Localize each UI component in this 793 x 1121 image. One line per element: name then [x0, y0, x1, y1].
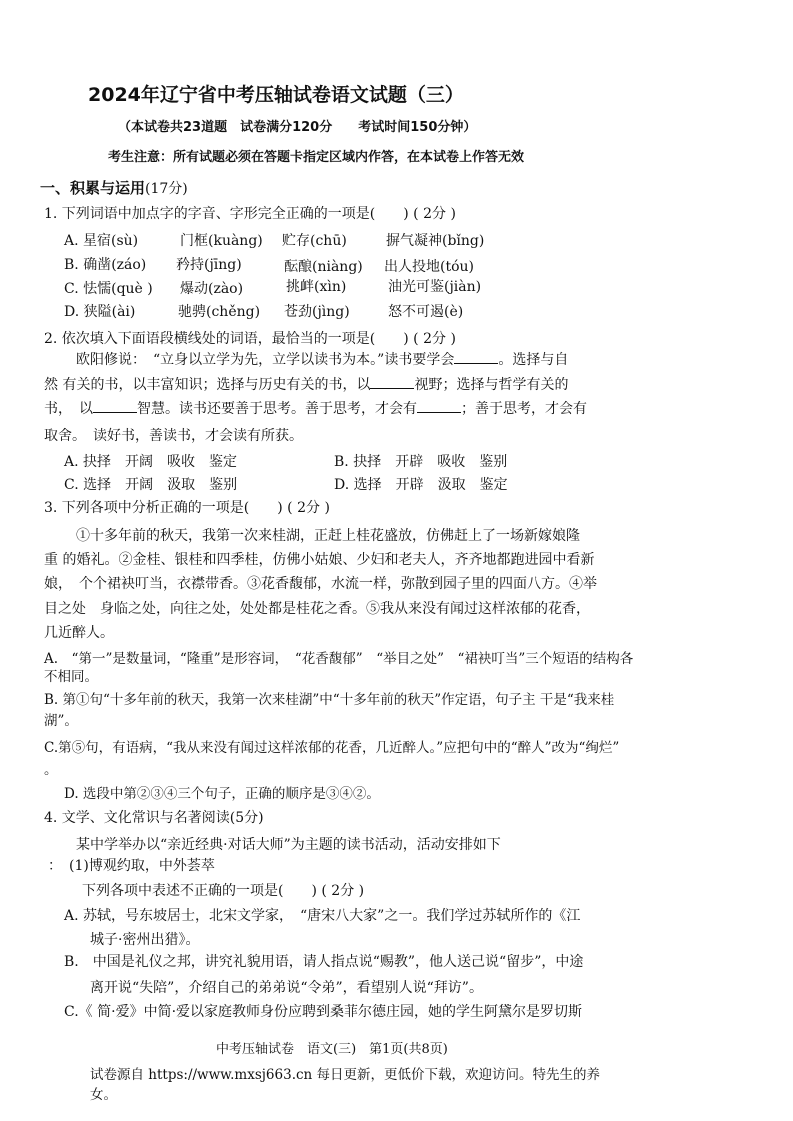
exam-info: （本试卷共23道题 试卷满分120分 考试时间150分钟） [118, 120, 477, 135]
fill-blank-1 [454, 351, 498, 364]
source-note-line-1: 试卷源自 https://www.mxsj663.cn 每日更新，更低价下载，欢迎访问。特先生的养 [90, 1067, 601, 1083]
q3-passage-line-4: 目之处 身临之处，向往之处，处处都是桂花之香。⑤我从来没有闻过这样浓郁的花香， [44, 601, 590, 617]
q1-option-c-2: 爆动(zào) [180, 281, 244, 297]
exam-notice: 考生注意：所有试题必须在答题卡指定区域内作答，在本试卷上作答无效 [108, 150, 525, 165]
q4-intro-line-1: 某中学举办以“亲近经典·对话大师”为主题的读书活动，活动安排如下 [62, 837, 501, 853]
q2-option-c: C. 选择 开阔 汲取 鉴别 [64, 477, 238, 493]
q4-option-b-line-1: B. 中国是礼仪之邦，讲究礼貌用语，请人指点说“赐教”，他人送己说“留步”，中途 [64, 954, 584, 970]
q1-option-b-4: 出人投地(tóu) [384, 259, 474, 275]
q2-passage-line-1: 欧阳修说： “立身以立学为先，立学以读书为本。”读书要学会 。选择与自 [62, 352, 569, 368]
q1-option-b-2: 矜持(jīng) [176, 257, 242, 273]
q2-option-d: D. 选择 开辟 汲取 鉴定 [334, 477, 508, 493]
question-4-stem: 4. 文学、文化常识与名著阅读(5分) [44, 810, 264, 826]
q2-passage-line-2: 然 有关的书，以丰富知识；选择与历史有关的书，以 视野；选择与哲学有关的 [44, 377, 569, 393]
q2-option-b: B. 抉择 开辟 吸收 鉴别 [334, 454, 508, 470]
q3-passage-line-2: 重 的婚礼。②金桂、银桂和四季桂，仿佛小姑娘、少妇和老夫人，齐齐地都跑进园中看新 [44, 552, 595, 568]
fill-blank-2 [370, 376, 414, 389]
q4-intro-line-2: ： (1)博观约取，中外荟萃 [48, 858, 215, 874]
q1-option-a-1: A. 星宿(sù) [64, 233, 139, 249]
fill-blank-4 [417, 400, 461, 413]
question-3-stem: 3. 下列各项中分析正确的一项是( ) ( 2分 ) [44, 500, 330, 516]
q4-option-b-line-2: 离开说“失陪”，介绍自己的弟弟说“令弟”，看望别人说“拜访”。 [90, 980, 483, 996]
q1-option-b-3: 酝酿(niàng) [284, 259, 363, 275]
q2-passage-line-4: 取舍。 读好书，善读书，才会读有所获。 [44, 428, 303, 444]
q4-option-a-line-2: 城子·密州出猎》。 [90, 932, 200, 948]
source-note-line-2: 女。 [90, 1087, 117, 1103]
question-1-stem: 1. 下列词语中加点字的字音、字形完全正确的一项是( ) ( 2分 ) [44, 206, 456, 222]
q1-option-a-2: 门框(kuàng) [180, 233, 263, 249]
fill-blank-3 [93, 400, 137, 413]
q1-option-d-4: 怒不可遏(è) [388, 304, 464, 320]
q2-passage-line-3: 书， 以 智慧。读书还要善于思考。善于思考，才会有 ；善于思考，才会有 [44, 401, 587, 417]
q3-option-b-line-1: B. 第①句“十多年前的秋天，我第一次来桂湖”中“十多年前的秋天”作定语，句子主 干是“我来桂 [44, 692, 615, 708]
q2-option-a: A. 抉择 开阔 吸收 鉴定 [64, 454, 238, 470]
q3-option-a-line-2: 不相同。 [44, 669, 98, 685]
q3-passage-line-5: 几近醉人。 [44, 625, 114, 641]
q1-option-d-2: 驰骋(chěng) [178, 304, 261, 320]
section-title: 一、积累与运用 [40, 179, 146, 197]
q4-sub-question: 下列各项中表述不正确的一项是( ) ( 2分 ) [82, 883, 365, 899]
q3-option-d: D. 选段中第②③④三个句子，正确的顺序是③④②。 [64, 786, 380, 802]
section-heading [40, 177, 188, 198]
q1-option-c-1: C. 怯懦(què ) [64, 281, 153, 297]
q3-option-c-line-1: C.第⑤句，有语病，“我从来没有闻过这样浓郁的花香，几近醉人。”应把句中的“醉人”改为“绚烂” [44, 740, 620, 756]
q3-passage-line-1: ①十多年前的秋天，我第一次来桂湖，正赶上桂花盛放，仿佛赶上了一场新嫁娘隆 [62, 528, 580, 544]
section-score: (17分) [145, 181, 188, 197]
q1-option-d-1: D. 狭隘(ài) [64, 304, 136, 320]
q1-option-b-1: B. 确凿(záo) [64, 257, 147, 273]
q1-option-a-4: 摒气凝神(bǐng) [386, 233, 485, 249]
q1-option-d-3: 苍劲(jìng) [284, 304, 350, 320]
page-footer: 中考压轴试卷 语文(三) 第1页(共8页) [216, 1042, 448, 1057]
q4-option-a-line-1: A. 苏轼，号东坡居士，北宋文学家， “唐宋八大家”之一。我们学过苏轼所作的《江 [64, 908, 581, 924]
page-title: 2024年辽宁省中考压轴试卷语文试题（三） [88, 84, 464, 106]
q3-passage-line-3: 娘， 个个裙袂叮当，衣襟带香。③花香馥郁，水流一样，弥散到园子里的四面八方。④举 [44, 576, 597, 592]
q1-option-a-3: 贮存(chū) [282, 233, 347, 249]
q1-option-c-4: 油光可鉴(jiàn) [388, 279, 482, 295]
question-2-stem: 2. 依次填入下面语段横线处的词语，最恰当的一项是( ) ( 2分 ) [44, 331, 456, 347]
q3-option-a-line-1: A. “第一”是数量词，“隆重”是形容词， “花香馥郁” “举目之处” “裙袂叮当”三个短语的结构各 [44, 651, 634, 667]
q1-option-c-3: 挑衅(xìn) [286, 279, 347, 295]
q3-option-c-line-2: 。 [44, 762, 58, 778]
q4-option-c-line-1: C.《 简·爱》中简·爱以家庭教师身份应聘到桑菲尔德庄园，她的学生阿黛尔是罗切斯 [64, 1004, 583, 1020]
q3-option-b-line-2: 湖”。 [44, 713, 78, 729]
